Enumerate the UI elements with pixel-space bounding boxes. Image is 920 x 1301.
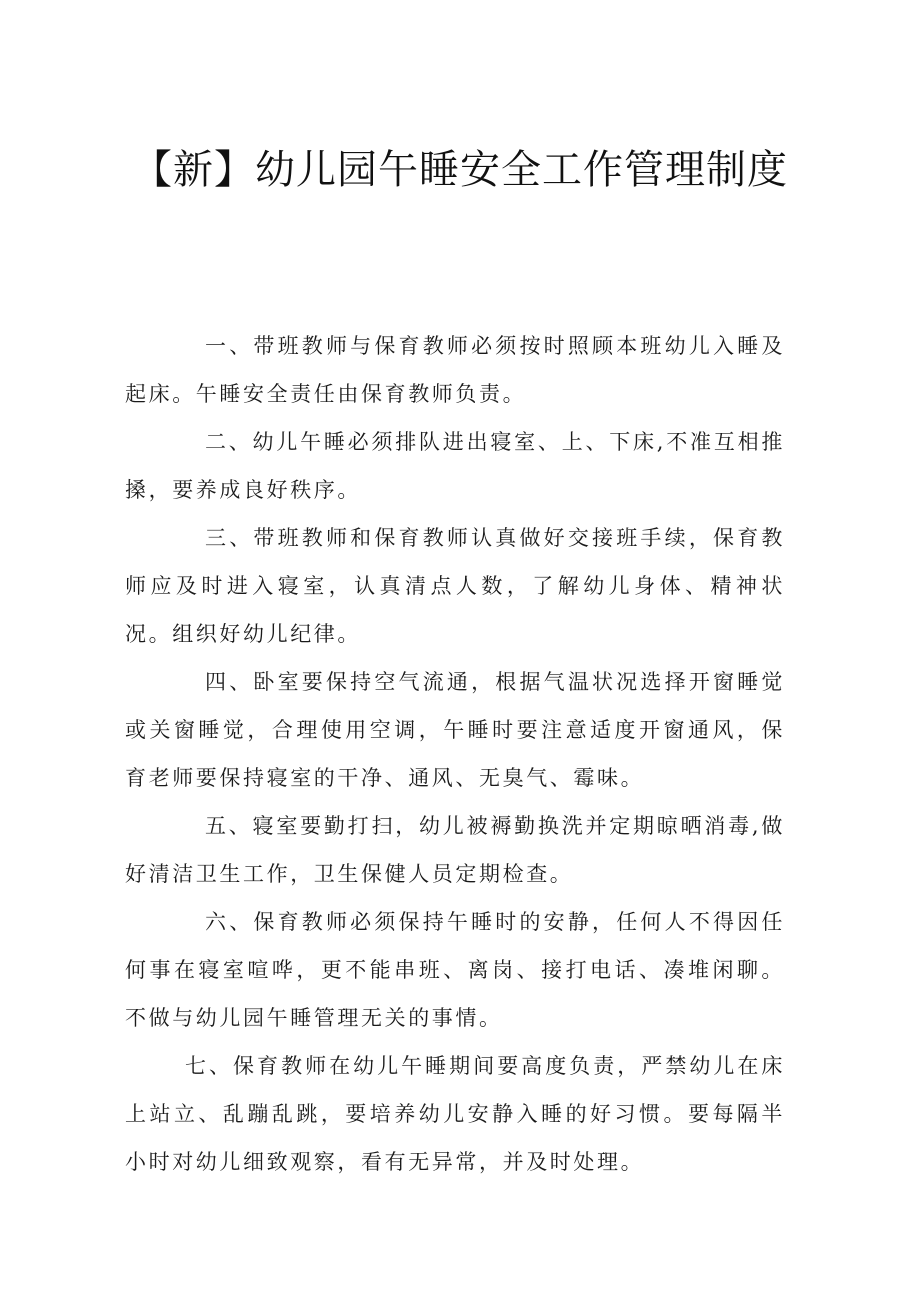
page-title: 【新】幼儿园午睡安全工作管理制度: [132, 147, 788, 193]
paragraph-7: 七、保育教师在幼儿午睡期间要高度负责，严禁幼儿在床上站立、乱蹦乱跳，要培养幼儿安静入睡的好习惯。要每隔半小时对幼儿细致观察，看有无异常，并及时处理。: [125, 1054, 785, 1174]
paragraph-2: 二、幼儿午睡必须排队进出寝室、上、下床,不准互相推搡，要养成良好秩序。: [125, 430, 785, 502]
paragraph-3: 三、带班教师和保育教师认真做好交接班手续，保育教师应及时进入寝室，认真清点人数，了解幼儿身体、精神状况。组织好幼儿纪律。: [125, 526, 785, 646]
paragraph-1: 一、带班教师与保育教师必须按时照顾本班幼儿入睡及起床。午睡安全责任由保育教师负责。: [125, 334, 785, 406]
paragraph-6: 六、保育教师必须保持午睡时的安静，任何人不得因任何事在寝室喧哗，更不能串班、离岗、接打电话、凑堆闲聊。不做与幼儿园午睡管理无关的事情。: [125, 910, 785, 1030]
paragraph-5: 五、寝室要勤打扫，幼儿被褥勤换洗并定期晾晒消毒,做好清洁卫生工作，卫生保健人员定期检查。: [125, 814, 785, 886]
paragraph-4: 四、卧室要保持空气流通，根据气温状况选择开窗睡觉或关窗睡觉，合理使用空调，午睡时要注意适度开窗通风，保育老师要保持寝室的干净、通风、无臭气、霉味。: [125, 670, 785, 790]
document-body: [125, 322, 785, 1186]
